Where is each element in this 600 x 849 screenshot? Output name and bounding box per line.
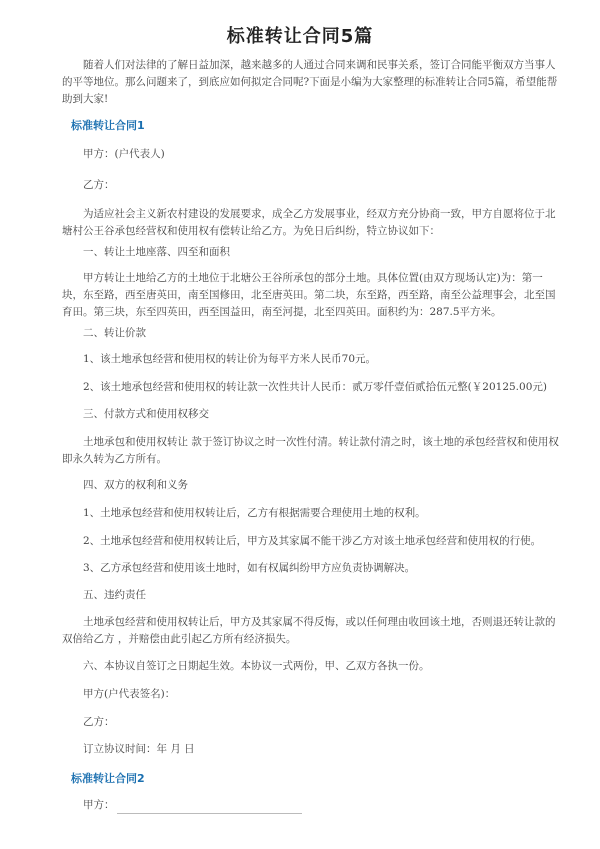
section2-party-a-line [62,797,562,814]
signature-party-b: 乙方： [83,716,115,728]
clause-heading-5: 五、违约责任 [83,589,146,601]
clause-4a: 1、土地承包经营和使用权转让后，乙方有根据需要合理使用土地的权利。 [83,507,426,519]
clause-heading-6: 六、本协议自签订之日期起生效。本协议一式两份，甲、乙双方各执一份。 [83,660,430,672]
clause-1-body: 甲方转让土地给乙方的土地位于北塘公王谷所承包的部分土地。具体位置(由双方现场认定)为：第一块，东至路，西至唐英田，南至国修田，北至唐英田。第二块，东至路，西至路，南至公益理事会，北至国育田。第三块，东至四英田，西至国益田，南至河提，北至四英田。面积约为：287.5平方米。 [62,272,556,318]
clause-2b: 2、该土地承包经营和使用权的转让款一次性共计人民币：贰万零仟壹佰贰拾伍元整(￥20125.00元) [83,381,547,393]
clause-heading-2: 二、转让价款 [83,327,146,339]
document-title: 标准转让合同5篇 [226,26,374,47]
clause-3-body: 土地承包和使用权转让 款于签订协议之时一次性付清。转让款付清之时，该土地的承包经营权和使用权即永久转为乙方所有。 [62,436,559,465]
preamble-paragraph: 为适应社会主义新农村建设的发展要求，成全乙方发展事业，经双方充分协商一致，甲方自愿将位于北塘村公王谷承包经营权和使用权有偿转让给乙方。为免日后纠纷，特立协议如下： [62,208,556,237]
clause-heading-3: 三、付款方式和使用权移交 [83,408,209,420]
signature-party-a: 甲方(户代表签名)： [83,688,176,700]
party-a-line: 甲方：(户代表人) [83,148,165,160]
signing-date: 订立协议时间：年 月 日 [83,743,195,755]
clause-heading-4: 四、双方的权利和义务 [83,479,188,491]
clause-5-body: 土地承包经营和使用权转让后，甲方及其家属不得反悔，或以任何理由收回该土地，否则退还转让款的双倍给乙方 ，并赔偿由此引起乙方所有经济损失。 [62,616,556,645]
section-heading-1: 标准转让合同1 [71,119,145,132]
party-b-line: 乙方： [83,179,115,191]
clause-heading-1: 一、转让土地座落、四至和面积 [83,246,230,258]
clause-2a: 1、该土地承包经营和使用权的转让价为每平方米人民币70元。 [83,353,377,365]
intro-paragraph: 随着人们对法律的了解日益加深，越来越多的人通过合同来调和民事关系，签订合同能平衡双方当事人的平等地位。那么问题来了，到底应如何拟定合同呢?下面是小编为大家整理的标准转让合同5篇，希望能帮助到大家! [62,59,558,105]
fill-in-blank-line [117,802,302,814]
section-heading-2: 标准转让合同2 [71,772,145,785]
clause-4c: 3、乙方承包经营和使用该土地时，如有权属纠纷甲方应负责协调解决。 [83,562,416,574]
clause-4b: 2、土地承包经营和使用权转让后，甲方及其家属不能干涉乙方对该土地承包经营和使用权的行使。 [83,535,542,547]
section2-party-a-label: 甲方： [83,799,115,811]
